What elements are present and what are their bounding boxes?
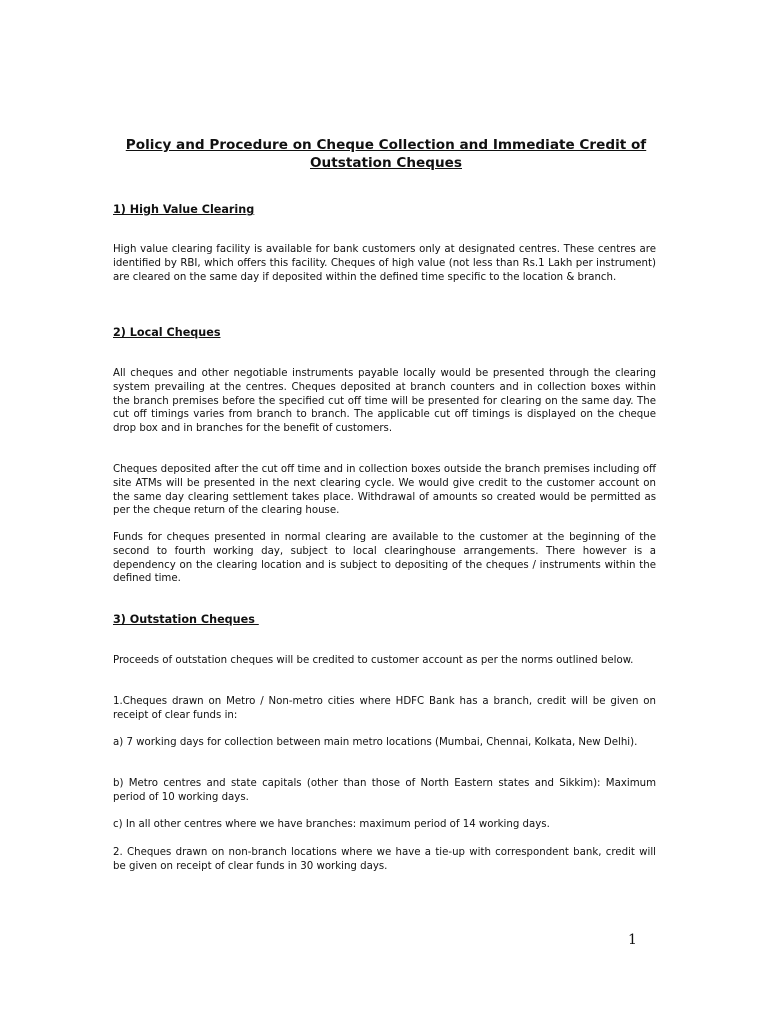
paragraph-outstation-item-b: b) Metro centres and state capitals (other than those of North Eastern states and Sikkim): Maximum period of 10 working days. [113, 778, 656, 803]
paragraph-outstation-intro: Proceeds of outstation cheques will be credited to customer account as per the norms outlined below. [113, 655, 634, 666]
paragraph-outstation-item-c: c) In all other centres where we have branches: maximum period of 14 working days. [113, 819, 550, 830]
section-heading-local-cheques: 2) Local Cheques [113, 326, 221, 339]
paragraph-outstation-item-a: a) 7 working days for collection between main metro locations (Mumbai, Chennai, Kolkata, New Delhi). [113, 737, 638, 748]
paragraph-outstation-non-branch: 2. Cheques drawn on non-branch locations where we have a tie-up with correspondent bank, credit will be given on receipt of clear funds in 30 working days. [113, 847, 656, 872]
section-heading-high-value-clearing: 1) High Value Clearing [113, 203, 255, 216]
paragraph-local-cheques-3: Funds for cheques presented in normal clearing are available to the customer at the beginning of the second to fourth working day, subject to local clearinghouse arrangements. There however is a dependency on the clearing location and is subject to depositing of the cheques / instruments within the defined time. [113, 532, 656, 585]
section-heading-outstation-cheques: 3) Outstation Cheques [113, 613, 259, 626]
paragraph-outstation-branch-cities: 1.Cheques drawn on Metro / Non-metro cities where HDFC Bank has a branch, credit will be given on receipt of clear funds in: [113, 696, 656, 721]
page-number: 1 [628, 932, 637, 948]
paragraph-local-cheques-1: All cheques and other negotiable instruments payable locally would be presented through the clearing system prevailing at the centres. Cheques deposited at branch counters and in collection boxes within the branch premises before the specified cut off time will be presented for clearing on the same day. The cut off timings varies from branch to branch. The applicable cut off timings is displayed on the cheque drop box and in branches for the benefit of customers. [113, 368, 656, 435]
paragraph-high-value-clearing: High value clearing facility is available for bank customers only at designated centres. These centres are identified by RBI, which offers this facility. Cheques of high value (not less than Rs.1 Lakh per instrument) are cleared on the same day if deposited within the defined time specific to the location & branch. [113, 244, 656, 283]
document-title: Policy and Procedure on Cheque Collection and Immediate Credit of Outstation Cheques [125, 137, 647, 171]
paragraph-local-cheques-2: Cheques deposited after the cut off time and in collection boxes outside the branch premises including off site ATMs will be presented in the next clearing cycle. We would give credit to the customer account on the same day clearing settlement takes place. Withdrawal of amounts so created would be permitted as per the cheque return of the clearing house. [113, 464, 656, 517]
